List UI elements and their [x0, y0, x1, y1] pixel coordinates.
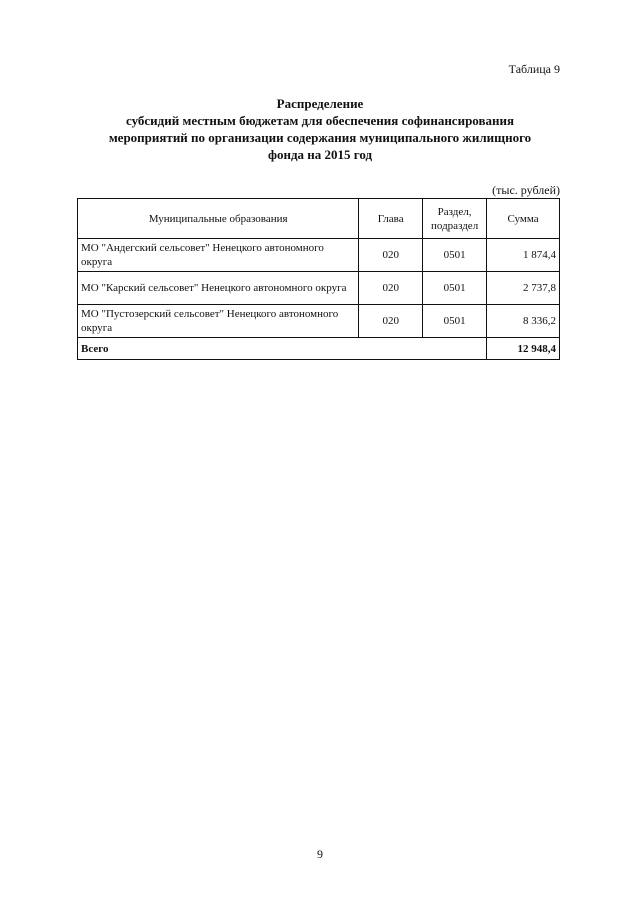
table-header-row	[78, 199, 560, 239]
title-line: Распределение	[276, 96, 364, 111]
table-row	[78, 272, 560, 305]
header-sum: Сумма	[487, 199, 560, 239]
header-municipalities: Муниципальные образования	[78, 199, 359, 239]
row-sum: 1 874,4	[487, 239, 560, 272]
row-glava: 020	[359, 239, 423, 272]
total-row	[78, 338, 560, 360]
header-razdel: Раздел, подраздел	[423, 199, 487, 239]
total-label: Всего	[78, 338, 487, 360]
row-sum: 2 737,8	[487, 272, 560, 305]
row-municipality: МО "Андегский сельсовет" Ненецкого автономного округа	[78, 239, 359, 272]
row-municipality: МО "Пустозерский сельсовет" Ненецкого автономного округа	[78, 305, 359, 338]
page-number: 9	[317, 847, 323, 861]
table-number: Таблица 9	[508, 62, 560, 76]
title-line: фонда на 2015 год	[267, 147, 373, 162]
title-line: субсидий местным бюджетам для обеспечения софинансирования	[125, 113, 515, 128]
document-title	[70, 95, 570, 163]
total-sum: 12 948,4	[487, 338, 560, 360]
row-razdel: 0501	[423, 239, 487, 272]
row-razdel: 0501	[423, 305, 487, 338]
header-glava: Глава	[359, 199, 423, 239]
table-row	[78, 305, 560, 338]
subsidy-table	[77, 198, 560, 360]
row-sum: 8 336,2	[487, 305, 560, 338]
units-label: (тыс. рублей)	[492, 183, 560, 197]
row-glava: 020	[359, 305, 423, 338]
row-razdel: 0501	[423, 272, 487, 305]
table-row	[78, 239, 560, 272]
row-glava: 020	[359, 272, 423, 305]
row-municipality: МО "Карский сельсовет" Ненецкого автономного округа	[78, 272, 359, 305]
title-line: мероприятий по организации содержания муниципального жилищного	[108, 130, 532, 145]
